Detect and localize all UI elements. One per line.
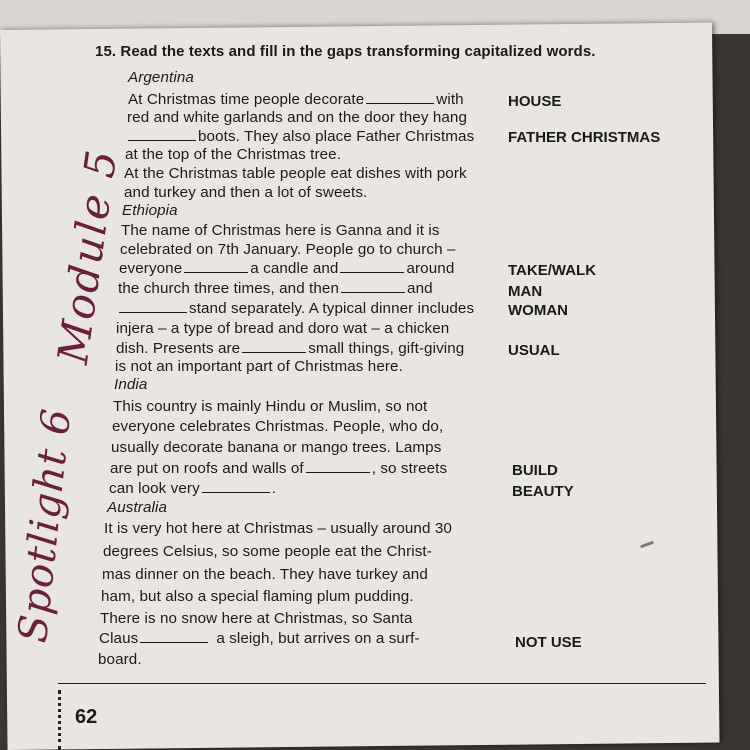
- text-segment: can look very: [109, 480, 200, 497]
- keyword-house: HOUSE: [508, 93, 562, 110]
- text-segment: with: [436, 91, 464, 108]
- text-segment: At Christmas time people decorate: [128, 91, 365, 108]
- text-line: ham, but also a special flaming plum pudding.: [101, 588, 414, 605]
- text-line: is not an important part of Christmas here.: [115, 358, 403, 375]
- text-segment: are put on roofs and walls of: [110, 460, 304, 477]
- keyword-build: BUILD: [512, 462, 558, 479]
- keyword-usual: USUAL: [508, 342, 560, 359]
- text-segment: a sleigh, but arrives on a surf-: [216, 630, 420, 647]
- blank-gap[interactable]: [341, 280, 405, 293]
- text-segment: small things, gift-giving: [308, 340, 465, 357]
- keyword-take-walk: TAKE/WALK: [508, 262, 597, 279]
- text-segment: the church three times, and then: [118, 280, 340, 297]
- blank-gap[interactable]: [128, 128, 196, 141]
- keyword-not-use: NOT USE: [515, 634, 582, 651]
- text-line: There is no snow here at Christmas, so Santa: [100, 610, 413, 627]
- country-title-australia: Australia: [107, 499, 167, 516]
- blank-gap[interactable]: [242, 340, 306, 353]
- text-line: [116, 340, 464, 357]
- text-line: [109, 480, 276, 497]
- text-line: everyone celebrates Christmas. People, who do,: [112, 418, 444, 435]
- country-title-india: India: [114, 376, 148, 393]
- text-line: [110, 460, 447, 477]
- text-segment: everyone: [119, 260, 183, 277]
- text-line: degrees Celsius, so some people eat the Christ-: [103, 543, 432, 560]
- keyword-beauty: BEAUTY: [512, 483, 574, 500]
- text-line: and turkey and then a lot of sweets.: [124, 184, 368, 201]
- country-title-ethiopia: Ethiopia: [122, 202, 178, 219]
- text-line: [119, 260, 454, 277]
- text-line: It is very hot here at Christmas – usually around 30: [104, 520, 452, 537]
- exercise-heading: 15. Read the texts and fill in the gaps transforming capitalized words.: [95, 43, 596, 60]
- blank-gap[interactable]: [340, 260, 404, 273]
- blank-gap[interactable]: [140, 630, 208, 643]
- blank-gap[interactable]: [119, 300, 187, 313]
- text-segment: a candle and: [250, 260, 339, 277]
- blank-gap[interactable]: [184, 260, 248, 273]
- blank-gap[interactable]: [306, 460, 370, 473]
- blank-gap[interactable]: [202, 480, 270, 493]
- text-segment: and: [407, 280, 433, 297]
- text-line: [117, 300, 474, 317]
- footer-rule: [58, 683, 706, 684]
- text-line: The name of Christmas here is Ganna and it is: [121, 222, 440, 239]
- text-segment: dish. Presents are: [116, 340, 241, 357]
- text-line: At the Christmas table people eat dishes with pork: [124, 165, 467, 182]
- text-segment: stand separately. A typical dinner includes: [189, 300, 475, 317]
- blank-gap[interactable]: [366, 91, 434, 104]
- text-line: [128, 91, 464, 108]
- keyword-woman: WOMAN: [508, 302, 568, 319]
- handwritten-module-note: Module 5: [48, 145, 127, 367]
- text-line: [99, 630, 420, 647]
- keyword-man: MAN: [508, 283, 543, 300]
- text-segment: .: [271, 480, 277, 497]
- text-line: celebrated on 7th January. People go to church –: [120, 241, 456, 258]
- text-line: usually decorate banana or mango trees. Lamps: [111, 439, 442, 456]
- pen-mark: [640, 541, 654, 549]
- text-line: injera – a type of bread and doro wat – a chicken: [116, 320, 450, 337]
- text-segment: Claus: [99, 630, 139, 647]
- text-segment: around: [406, 260, 455, 277]
- text-line: [126, 128, 474, 145]
- text-line: This country is mainly Hindu or Muslim, so not: [113, 398, 428, 415]
- country-title-argentina: Argentina: [128, 69, 194, 86]
- text-line: [118, 280, 433, 297]
- text-segment: , so streets: [371, 460, 448, 477]
- text-line: mas dinner on the beach. They have turkey and: [102, 566, 428, 583]
- page-number: 62: [75, 706, 98, 728]
- footer-dotted-edge: [58, 690, 61, 750]
- keyword-father-christmas: FATHER CHRISTMAS: [508, 129, 661, 146]
- text-segment: boots. They also place Father Christmas: [198, 128, 475, 145]
- text-line: at the top of the Christmas tree.: [125, 146, 342, 163]
- handwritten-spotlight-note: Spotlight 6: [10, 405, 81, 645]
- text-line: red and white garlands and on the door they hang: [127, 109, 468, 126]
- text-line: board.: [98, 651, 142, 668]
